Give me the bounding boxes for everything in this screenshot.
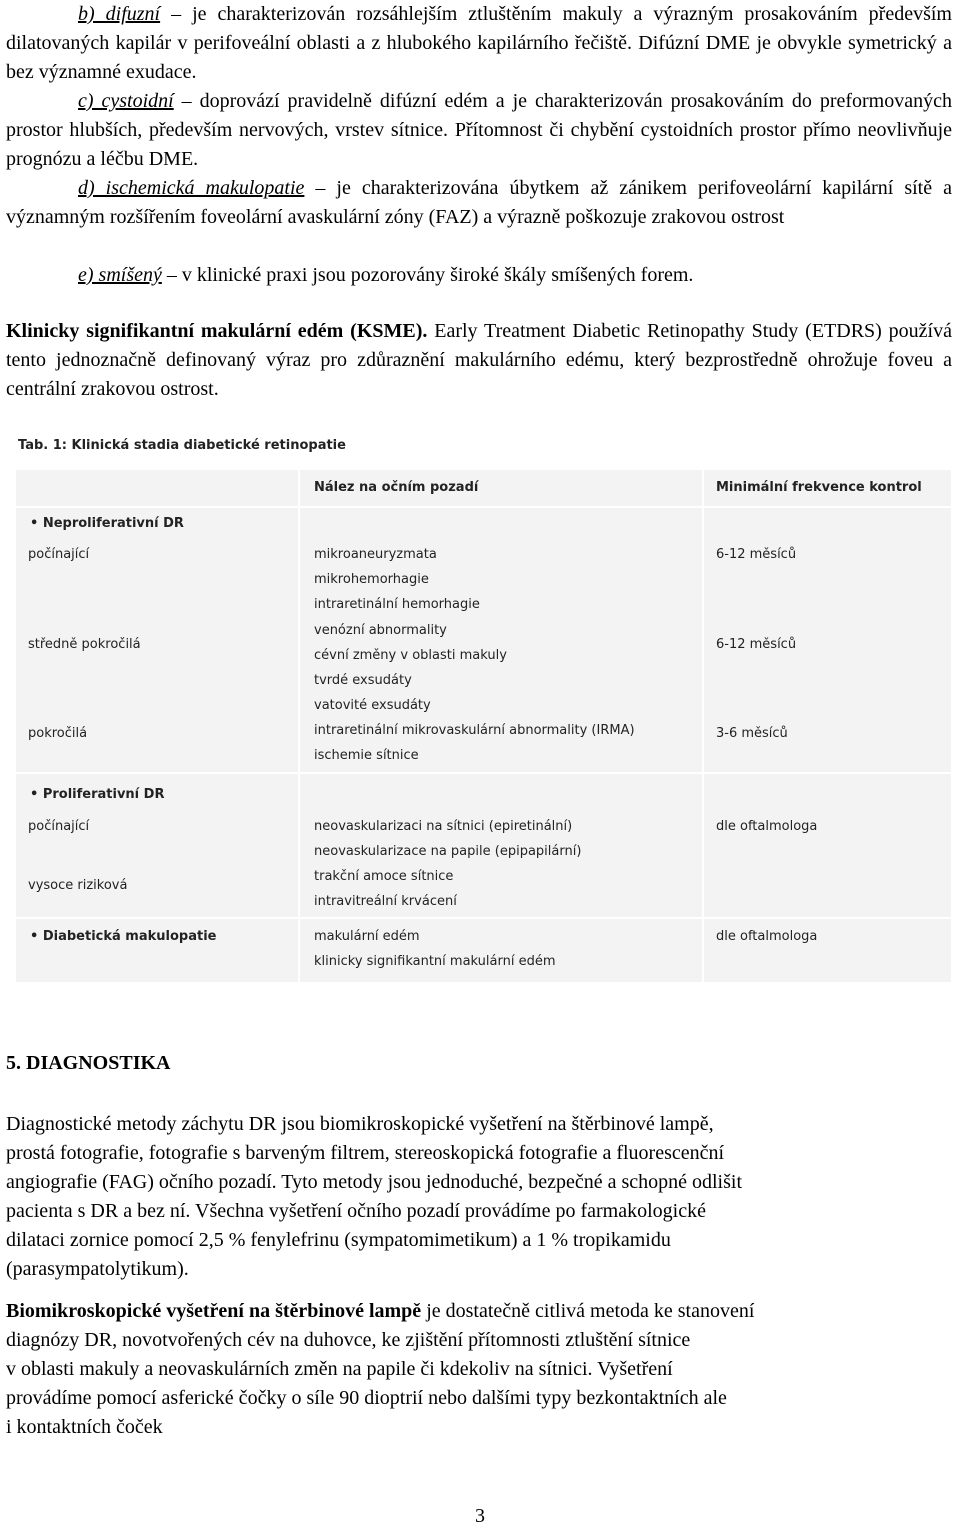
ksme-heading: Klinicky signifikantní makulární edém (KSME). bbox=[6, 320, 428, 342]
table-finding: cévní změny v oblasti makuly bbox=[314, 648, 507, 663]
table-title: Tab. 1: Klinická stadia diabetické retinopatie bbox=[18, 438, 346, 453]
table-finding: intraretinální mikrovaskulární abnormality (IRMA) bbox=[314, 723, 635, 738]
table-divider bbox=[16, 917, 951, 919]
table-stage: vysoce riziková bbox=[28, 878, 128, 893]
text-line bbox=[6, 1297, 952, 1326]
paragraph-ischemicka bbox=[6, 174, 952, 232]
table-finding: intraretinální hemorhagie bbox=[314, 597, 480, 612]
table-header-frequency: Minimální frekvence kontrol bbox=[716, 480, 922, 495]
paragraph-ksme bbox=[6, 317, 952, 404]
table-divider bbox=[16, 772, 951, 774]
term-ischemicka: d) ischemická makulopatie bbox=[78, 177, 305, 199]
term-smiseny: e) smíšený bbox=[78, 264, 162, 286]
text-line: i kontaktních čoček bbox=[6, 1416, 163, 1438]
term-difuzni: b) difuzní bbox=[78, 3, 161, 25]
paragraph-ischemicka-text: – je charakterizována úbytkem až zánikem perifoveolární kapilární sítě a významným rozšířením foveolární avaskulární zóny (FAZ) a výrazně poškozuje zrakovou ostrost bbox=[6, 177, 953, 228]
biomikroskopie-heading: Biomikroskopické vyšetření na štěrbinové lampě bbox=[6, 1300, 422, 1322]
table-header-findings: Nález na očním pozadí bbox=[314, 480, 479, 495]
paragraph-cystoidni bbox=[6, 87, 952, 174]
paragraph-difuzni-text: – je charakterizován rozsáhlejším ztluštěním makuly a výrazným prosakováním především dilatovaných kapilár v perifoveální oblasti a z hlubokého kapilárního řečiště. Difúzní DME je obvykle symetrický a bez významné exudace. bbox=[6, 3, 952, 83]
text-line: diagnózy DR, novotvořených cév na duhovce, ke zjištění přítomnosti ztluštění sítnice bbox=[6, 1329, 691, 1351]
text-line: v oblasti makuly a neovaskulárních změn na papile či kdekoliv na sítnici. Vyšetření bbox=[6, 1358, 673, 1380]
table-finding: mikroaneuryzmata bbox=[314, 547, 437, 562]
table-finding: neovaskularizace na papile (epipapilární) bbox=[314, 844, 582, 859]
text-line-rest: je dostatečně citlivá metoda ke stanovení bbox=[421, 1300, 755, 1322]
table-frequency: dle oftalmologa bbox=[716, 819, 818, 834]
table-finding: ischemie sítnice bbox=[314, 748, 419, 763]
text-line: provádíme pomocí asferické čočky o síle 90 dioptrií nebo dalšími typy bezkontaktních ale bbox=[6, 1387, 727, 1409]
table-finding: neovaskularizaci na sítnici (epiretinální) bbox=[314, 819, 573, 834]
table-stage: • Neproliferativní DR bbox=[30, 516, 184, 531]
text-line: dilataci zornice pomocí 2,5 % fenylefrinu (sympatomimetikum) a 1 % tropikamidu bbox=[6, 1229, 671, 1251]
term-cystoidni: c) cystoidní bbox=[78, 90, 174, 112]
paragraph-smiseny bbox=[6, 261, 952, 290]
table-stage: počínající bbox=[28, 547, 90, 562]
table-divider bbox=[702, 470, 704, 982]
text-line: pacienta s DR a bez ní. Všechna vyšetření očního pozadí provádíme po farmakologické bbox=[6, 1200, 706, 1222]
paragraph-ksme-text: Early Treatment Diabetic Retinopathy Study (ETDRS) používá tento jednoznačně definovaný výraz pro zdůraznění makulárního edému, který bezprostředně ohrožuje foveu a centrální zrakovou ostrost. bbox=[6, 320, 952, 400]
text-line: angiografie (FAG) očního pozadí. Tyto metody jsou jednoduché, bezpečné a schopné odlišit bbox=[6, 1171, 742, 1193]
table-stage: • Proliferativní DR bbox=[30, 787, 165, 802]
table-stage: pokročilá bbox=[28, 726, 88, 741]
paragraph-cystoidni-text: – doprovází pravidelně difúzní edém a je charakterizován prosakováním do preformovaných prostor hlubších, především nervových, vrstev sítnice. Přítomnost či chybění cystoidních prostor přímo neovlivňuje prognózu a léčbu DME. bbox=[6, 90, 952, 170]
text-line: (parasympatolytikum). bbox=[6, 1258, 189, 1280]
table-finding: venózní abnormality bbox=[314, 623, 447, 638]
table-finding: intravitreální krvácení bbox=[314, 894, 457, 909]
text-line: Diagnostické metody záchytu DR jsou biomikroskopické vyšetření na štěrbinové lampě, bbox=[6, 1113, 714, 1135]
table-frequency: 6-12 měsíců bbox=[716, 637, 797, 652]
table-finding: vatovité exsudáty bbox=[314, 698, 431, 713]
paragraph-difuzni bbox=[6, 0, 952, 87]
table-finding: klinicky signifikantní makulární edém bbox=[314, 954, 556, 969]
table-finding: tvrdé exsudáty bbox=[314, 673, 412, 688]
stages-table bbox=[16, 470, 951, 982]
table-finding: makulární edém bbox=[314, 929, 420, 944]
table-stage: středně pokročilá bbox=[28, 637, 141, 652]
page-number: 3 bbox=[475, 1505, 485, 1527]
paragraph-biomikroskopie bbox=[6, 1297, 952, 1442]
table-stage: počínající bbox=[28, 819, 90, 834]
table-divider bbox=[298, 470, 300, 982]
table-finding: mikrohemorhagie bbox=[314, 572, 429, 587]
table-stage: • Diabetická makulopatie bbox=[30, 929, 217, 944]
table-divider bbox=[16, 506, 951, 508]
paragraph-diagnostika bbox=[6, 1110, 952, 1284]
table-frequency: 3-6 měsíců bbox=[716, 726, 788, 741]
table-frequency: 6-12 měsíců bbox=[716, 547, 797, 562]
text-line: prostá fotografie, fotografie s barveným filtrem, stereoskopická fotografie a fluorescenční bbox=[6, 1142, 725, 1164]
paragraph-smiseny-text: – v klinické praxi jsou pozorovány široké škály smíšených forem. bbox=[161, 264, 694, 286]
table-finding: trakční amoce sítnice bbox=[314, 869, 454, 884]
table-frequency: dle oftalmologa bbox=[716, 929, 818, 944]
section-title: 5. DIAGNOSTIKA bbox=[6, 1052, 171, 1074]
